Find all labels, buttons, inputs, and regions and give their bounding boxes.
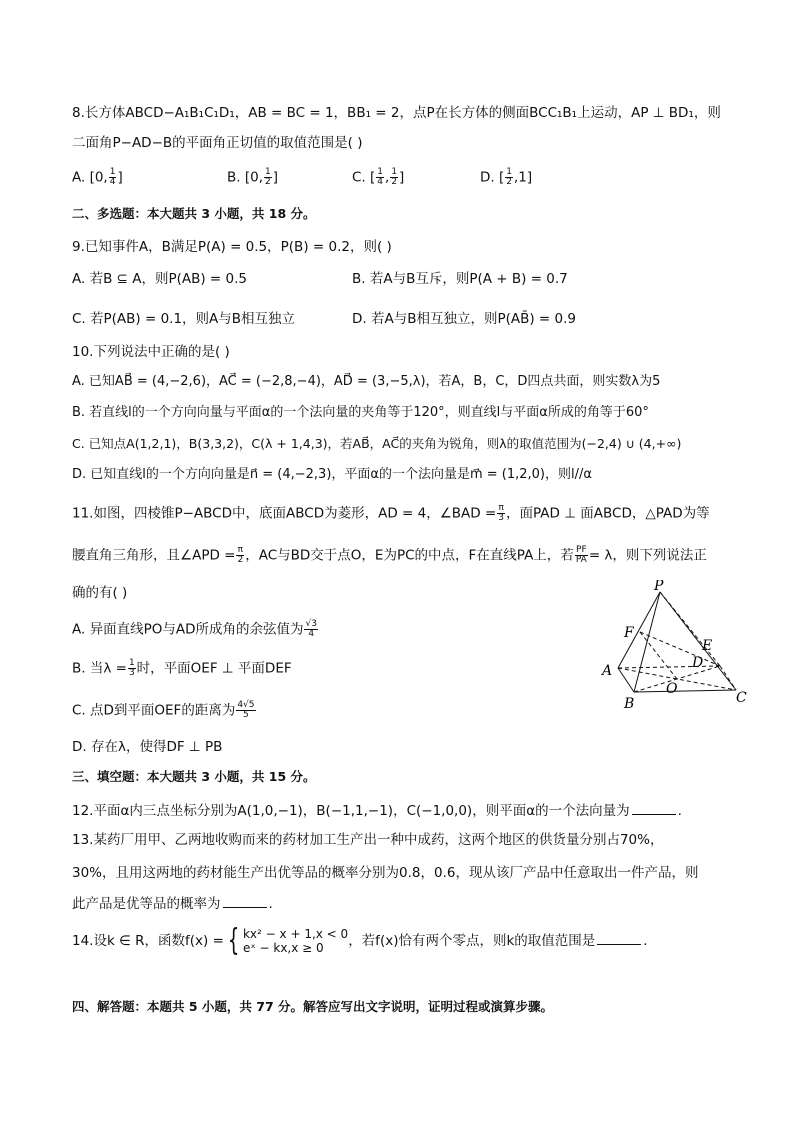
- q9-option-a: A. 若B ⊆ A，则P(AB) = 0.5: [72, 271, 248, 287]
- q9-stem: 9.已知事件A，B满足P(A) = 0.5，P(B) = 0.2，则( ): [72, 239, 392, 255]
- edge-dc: [720, 666, 736, 690]
- q10-option-a: A. 已知AB⃗ = (4,−2,6)，AC⃗ = (−2,8,−4)，AD⃗ = (3,−5,λ)，若A，B，C，D四点共面，则实数λ为5: [72, 374, 661, 389]
- q9-option-c: C. 若P(AB) = 0.1，则A与B相互独立: [72, 311, 296, 327]
- section-2-heading: 二、多选题：本大题共 3 小题，共 18 分。: [72, 206, 316, 221]
- q14: 14.设k ∈ R，函数f(x) = { kx² − x + 1,x < 0 eˣ − kx,x ≥ 0 ，若f(x)恰有两个零点，则k的取值范围是 .: [72, 923, 648, 958]
- q13-line1: 13.某药厂用甲、乙两地收购而来的药材加工生产出一种中成药，这两个地区的供货量分别占70%，: [72, 832, 664, 848]
- label-f: F: [624, 625, 634, 641]
- edge-pd: [660, 592, 720, 666]
- q10-option-b: B. 若直线l的一个方向向量与平面α的一个法向量的夹角等于120°，则直线l与平面α所成的角等于60°: [72, 405, 649, 420]
- q11-option-c: C. 点D到平面OEF的距离为 $\frac{4√5}{5}$: [72, 700, 255, 720]
- q13-answer-blank: [223, 895, 267, 908]
- q13-line3: 此产品是优等品的概率为 .: [72, 896, 273, 912]
- q11-line1: 11.如图，四棱锥P−ABCD中，底面ABCD为菱形，AD = 4，∠BAD = $\frac{\pi}{3}$ ，面PAD ⊥ 面ABCD，△PAD为等: [72, 503, 710, 523]
- q12-answer-blank: [632, 802, 676, 815]
- label-e: E: [702, 638, 713, 654]
- section-3-heading: 三、填空题：本大题共 3 小题，共 15 分。: [72, 769, 316, 784]
- q10-stem: 10.下列说法中正确的是( ): [72, 344, 230, 360]
- segment-fo: [640, 632, 677, 679]
- q8-option-c: C. [ $\frac{1}{4}$ , $\frac{1}{2}$ ]: [352, 167, 405, 187]
- edge-pb: [634, 592, 660, 692]
- q14-answer-blank: [597, 932, 641, 945]
- label-d: D: [692, 655, 704, 671]
- label-o: O: [666, 681, 678, 697]
- section-4-heading: 四、解答题：本题共 5 小题，共 77 分。解答应写出文字说明，证明过程或演算步骤。: [72, 999, 554, 1014]
- q8-line1: 8.长方体ABCD−A₁B₁C₁D₁，AB = BC = 1，BB₁ = 2，点P在长方体的侧面BCC₁B₁上运动，AP ⊥ BD₁，则: [72, 105, 721, 121]
- q11-line2: 腰直角三角形，且∠APD = $\frac{\pi}{2}$ ，AC与BD交于点O，E为PC的中点，F在直线PA上，若 $\frac{PF}{PA}$ = λ，则下列说法正: [72, 545, 707, 565]
- q10-option-d: D. 已知直线l的一个方向向量是n⃗ = (4,−2,3)，平面α的一个法向量是m⃗ = (1,2,0)，则l//α: [72, 467, 592, 482]
- pyramid-figure: [596, 580, 760, 712]
- q9-option-d: D. 若A与B相互独立，则P(AB̄) = 0.9: [352, 311, 577, 327]
- edge-bc: [634, 690, 736, 692]
- label-c: C: [736, 690, 747, 706]
- label-b: B: [624, 696, 635, 712]
- q8-line2: 二面角P−AD−B的平面角正切值的取值范围是( ): [72, 135, 363, 151]
- q11-line3: 确的有( ): [72, 585, 128, 601]
- label-p: P: [654, 580, 664, 594]
- q8-option-d: D. [ $\frac{1}{2}$ ,1]: [480, 167, 533, 187]
- edge-ad: [618, 666, 720, 668]
- q11-option-b: B. 当λ = $\frac{1}{3}$ 时，平面OEF ⊥ 平面DEF: [72, 658, 292, 678]
- edge-pc: [660, 592, 736, 690]
- q8-option-a: A. [0, $\frac{1}{4}$ ]: [72, 167, 123, 187]
- edge-ab: [618, 668, 634, 692]
- label-a: A: [602, 663, 613, 679]
- q12: 12.平面α内三点坐标分别为A(1,0,−1)，B(−1,1,−1)，C(−1,0,0)，则平面α的一个法向量为 .: [72, 803, 682, 819]
- q13-line2: 30%，且用这两地的药材能生产出优等品的概率分别为0.8，0.6，现从该厂产品中任意取出一件产品，则: [72, 865, 699, 881]
- q10-option-c: C. 已知点A(1,2,1)，B(3,3,2)，C(λ + 1,4,3)，若AB⃗，AC⃗的夹角为锐角，则λ的取值范围为(−2,4) ∪ (4,+∞): [72, 436, 682, 451]
- q9-option-b: B. 若A与B互斥，则P(A + B) = 0.7: [352, 271, 568, 287]
- q8-option-b: B. [0, $\frac{1}{2}$ ]: [227, 167, 279, 187]
- q11-option-d: D. 存在λ，使得DF ⊥ PB: [72, 739, 223, 755]
- q11-option-a: A. 异面直线PO与AD所成角的余弦值为 $\frac{√3}{4}$: [72, 619, 317, 639]
